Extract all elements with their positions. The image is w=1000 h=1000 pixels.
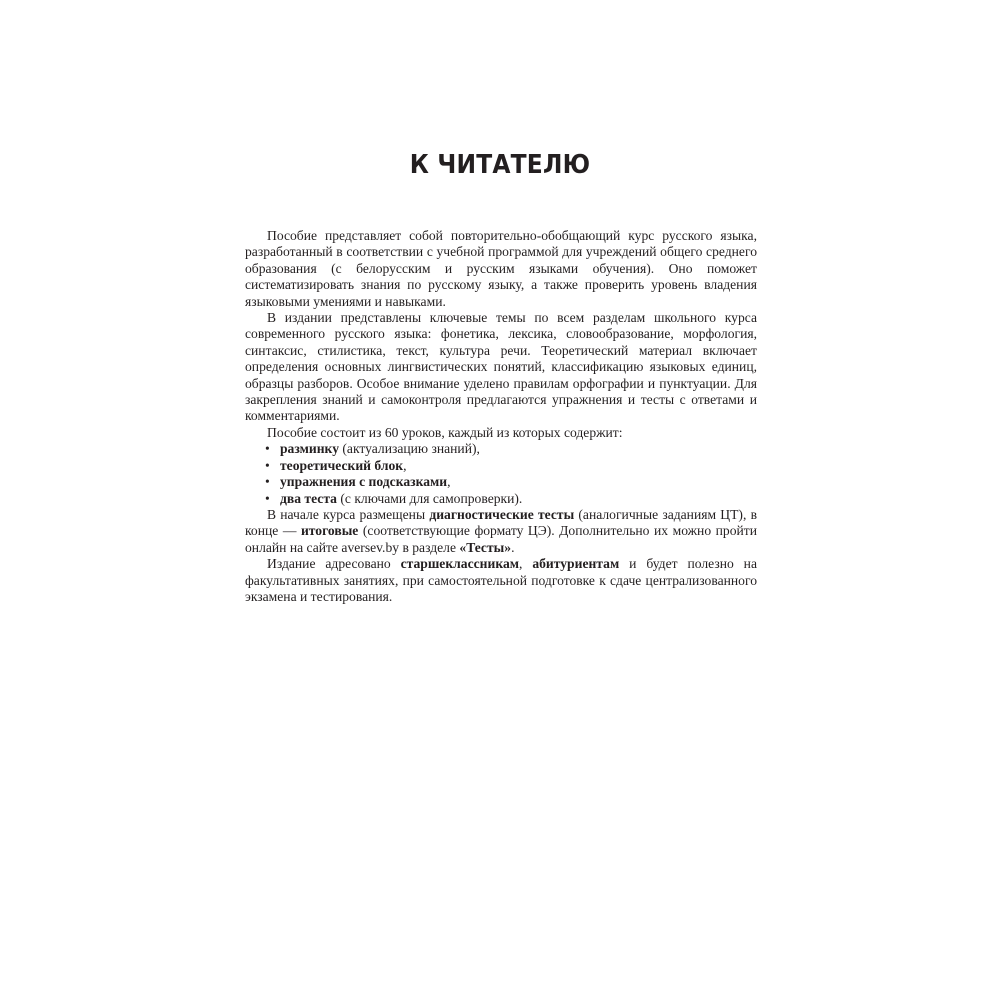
text-run: . [511, 539, 515, 555]
list-item-term: теоретический блок [280, 457, 404, 473]
paragraph-tests [245, 507, 757, 556]
emphasis-diagnostic-tests: диагностические тесты [429, 506, 575, 522]
body-text [245, 228, 757, 605]
paragraph-audience [245, 556, 757, 605]
bullet-icon: • [265, 490, 270, 506]
emphasis-seniors: старшеклассникам [400, 556, 520, 572]
list-item [265, 474, 757, 490]
lesson-parts-list [245, 441, 757, 507]
text-run: (аналогичные заданиям ЦТ), в конце — [245, 506, 757, 539]
list-item [265, 441, 757, 457]
list-item-text: (с ключами для самопроверки). [336, 490, 523, 506]
bullet-icon: • [265, 474, 270, 490]
list-item-term: упражнения с подсказками [280, 474, 448, 490]
list-item-text: (актуализацию знаний), [339, 441, 480, 457]
bullet-icon: • [265, 441, 270, 457]
list-item [265, 458, 757, 474]
text-run: , [519, 556, 533, 572]
list-item-term: два теста [280, 490, 337, 506]
text-run: Издание адресовано [267, 556, 401, 572]
list-item-text: , [447, 474, 451, 490]
emphasis-applicants: абитуриентам [532, 556, 620, 572]
paragraph-structure: Пособие состоит из 60 уроков, каждый из которых содержит: [267, 424, 623, 440]
paragraph-contents: В издании представлены ключевые темы по всем разделам школьного курса современного русского языка: фонетика, лексика, словообразование, морфология, синтаксис, стилистика, текст, культура речи. Теоретический материал включает определения основных лингвистических понятий, классификацию языковых единиц, образцы разборов. Особое внимание уделено правилам орфографии и пунктуации. Для закрепления знаний и самоконтроля предлагаются упражнения и тесты с ответами и комментариями. [245, 310, 757, 424]
text-run: (соответствующие формату ЦЭ). Дополнительно их можно пройти онлайн на сайте aversev.by в разделе [245, 523, 758, 555]
emphasis-final-tests: итоговые [300, 523, 359, 539]
list-item-text: , [403, 457, 407, 473]
list-item [265, 491, 757, 507]
list-item-term: разминку [280, 441, 339, 457]
bullet-icon: • [265, 457, 270, 473]
text-run: и будет полезно на факультативных занятиях, при самостоятельной подготовке к сдаче централизованного экзамена и тестирования. [245, 556, 757, 604]
text-run: В начале курса размещены [267, 506, 430, 522]
emphasis-tests-section: «Тесты» [459, 539, 512, 555]
page-title: К ЧИТАТЕЛЮ [409, 150, 591, 180]
paragraph-intro: Пособие представляет собой повторительно-обобщающий курс русского языка, разработанный в соответствии с учебной программой для учреждений общего среднего образования (с белорусским и русским языками обучения). Оно поможет систематизировать знания по русскому языку, а также проверить уровень владения языковыми умениями и навыками. [245, 228, 757, 309]
